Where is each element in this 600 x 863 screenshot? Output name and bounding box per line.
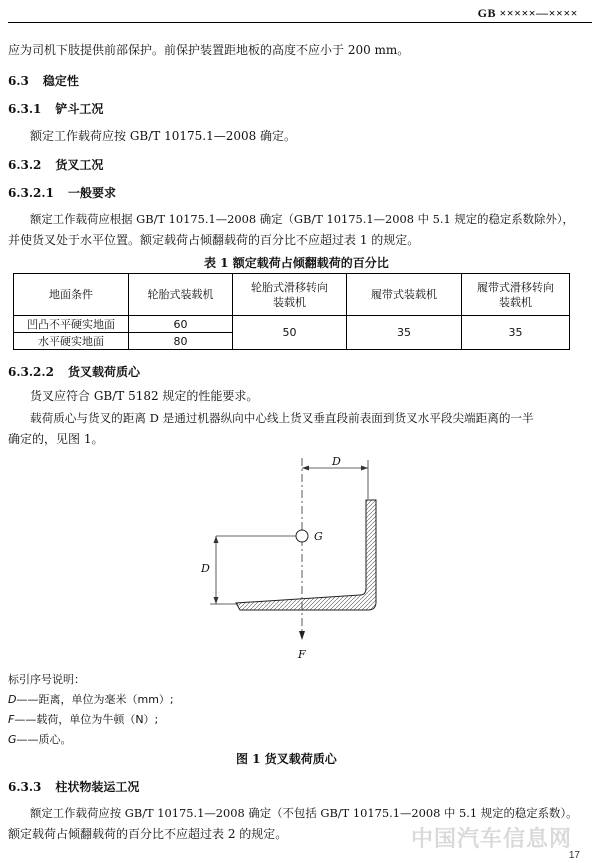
paragraph-general-line1: 额定工作载荷应根据 GB/T 10175.1—2008 确定（GB/T 10175.1—2008 中 5.1 规定的稳定系数除外）， — [30, 212, 574, 226]
table-cell: 60 — [129, 316, 233, 333]
table-header-cell: 履带式装载机 — [347, 274, 462, 316]
watermark-logo: 中国汽车信息网 — [410, 827, 572, 852]
table-1-caption: 表 1 额定载荷占倾翻载荷的百分比 — [204, 256, 389, 270]
paragraph-front-guard: 应为司机下肢提供前部保护。前保护装置距地板的高度不应小于 200 mm。 — [8, 43, 410, 57]
table-cell: 水平硬实地面 — [14, 333, 129, 350]
page-number: 17 — [568, 850, 580, 861]
heading-title: 一般要求 — [67, 186, 116, 200]
table-cell: 35 — [347, 316, 462, 350]
heading-number: 6.3.3 — [8, 780, 42, 794]
label-f: F — [298, 648, 306, 661]
legend-symbol: G — [8, 733, 17, 746]
paragraph-column-line2: 额定载荷占倾翻载荷的百分比不应超过表 2 的规定。 — [8, 827, 288, 841]
table-cell: 凹凸不平硬实地面 — [14, 316, 129, 333]
label-g: G — [314, 530, 323, 543]
heading-title: 铲斗工况 — [55, 102, 104, 116]
heading-number: 6.3.2.1 — [8, 186, 54, 200]
figure-1-caption: 图 1 货叉载荷质心 — [236, 752, 337, 766]
fork-shape — [236, 500, 376, 610]
paragraph-load-center-line2: 确定的，见图 1。 — [8, 432, 104, 446]
heading-title: 稳定性 — [42, 74, 79, 88]
figure-legend — [8, 670, 174, 750]
paragraph-fork-spec: 货叉应符合 GB/T 5182 规定的性能要求。 — [30, 389, 259, 403]
legend-item — [8, 710, 174, 730]
table-header-line: 轮胎式滑移转向 — [251, 280, 328, 294]
paragraph-bucket: 额定工作载荷应按 GB/T 10175.1—2008 确定。 — [30, 129, 297, 143]
legend-title: 标引序号说明： — [8, 673, 85, 686]
label-d-left: D — [201, 562, 210, 575]
legend-text: ——距离，单位为毫米（mm）; — [16, 693, 174, 706]
label-d-top: D — [332, 455, 341, 468]
table-cell: 50 — [233, 316, 347, 350]
table-header-cell: 轮胎式装载机 — [129, 274, 233, 316]
legend-symbol: F — [8, 713, 15, 726]
table-header-cell: 地面条件 — [14, 274, 129, 316]
table-header-line: 装载机 — [273, 295, 306, 309]
legend-symbol: D — [8, 693, 17, 706]
heading-title: 货叉载荷质心 — [67, 365, 140, 379]
standard-code: GB ×××××—×××× — [477, 6, 578, 20]
legend-text: ——载荷，单位为牛顿（N）; — [14, 713, 159, 726]
paragraph-column-line1: 额定工作载荷应按 GB/T 10175.1—2008 确定（不包括 GB/T 10175.1—2008 中 5.1 规定的稳定系数）。 — [30, 806, 578, 820]
paragraph-general-line2: 并使货叉处于水平位置。额定载荷占倾翻载荷的百分比不应超过表 1 的规定。 — [8, 233, 420, 247]
heading-title: 柱状物装运工况 — [55, 780, 140, 794]
heading-6-3-3 — [8, 778, 139, 795]
heading-number: 6.3.2 — [8, 158, 42, 172]
table-header-line: 履带式滑移转向 — [477, 280, 554, 294]
heading-title: 货叉工况 — [55, 158, 104, 172]
legend-item — [8, 690, 174, 710]
center-of-gravity-marker — [296, 530, 308, 542]
legend-text: ——质心。 — [16, 733, 72, 746]
paragraph-load-center-line1: 载荷质心与货叉的距离 D 是通过机器纵向中心线上货叉垂直段前表面到货叉水平段尖端距离的一半 — [30, 411, 534, 425]
heading-number: 6.3.1 — [8, 102, 42, 116]
legend-item — [8, 730, 174, 750]
heading-number: 6.3.2.2 — [8, 365, 54, 379]
heading-number: 6.3 — [8, 74, 29, 88]
table-cell: 35 — [462, 316, 570, 350]
table-header-line: 装载机 — [499, 295, 532, 309]
table-cell: 80 — [129, 333, 233, 350]
